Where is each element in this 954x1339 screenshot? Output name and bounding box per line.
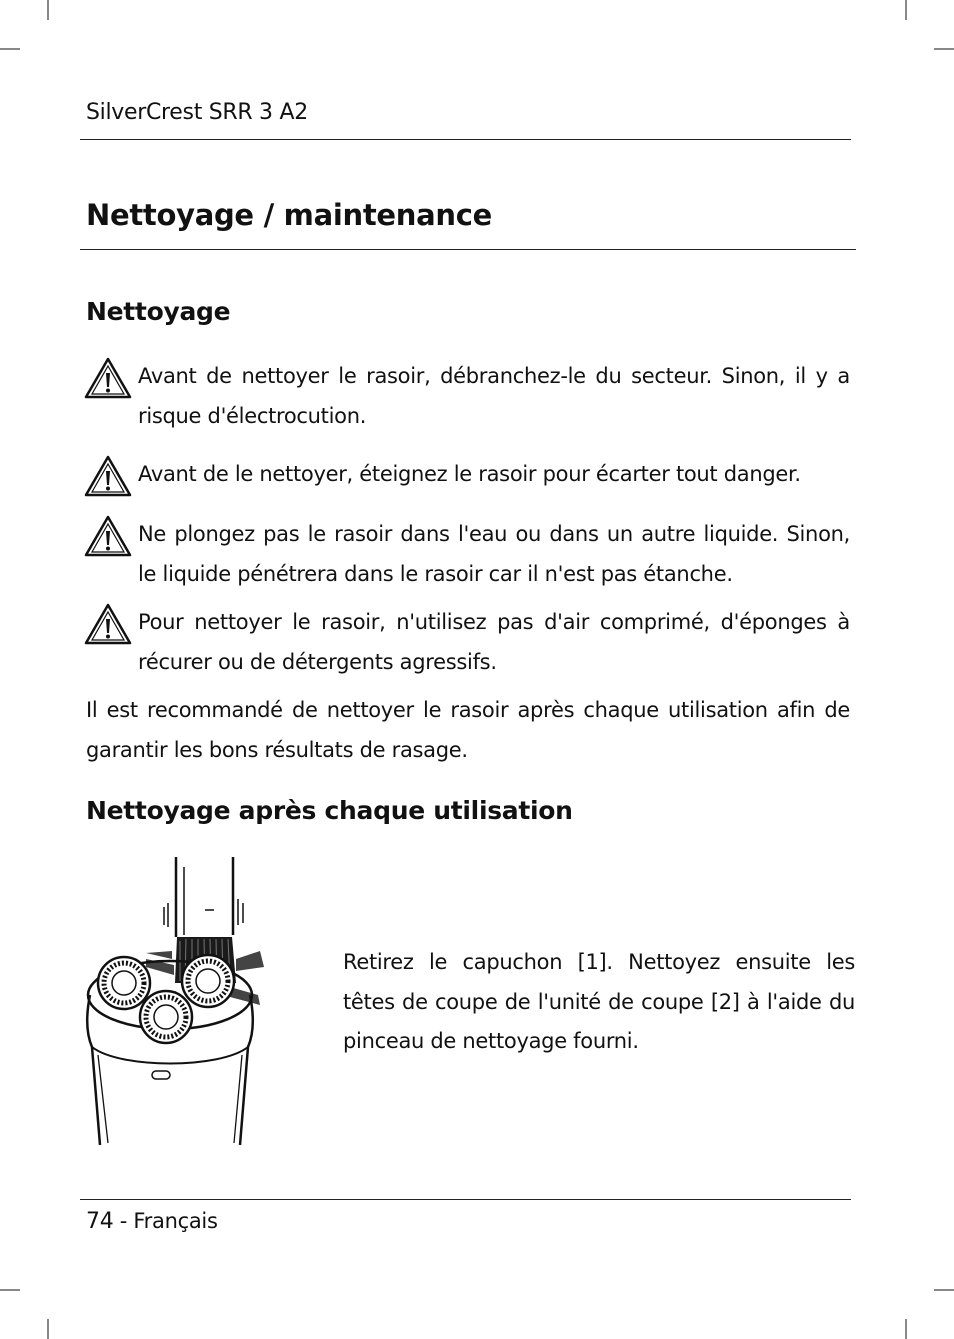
footer-rule xyxy=(80,1199,851,1200)
warning-triangle-icon xyxy=(84,455,132,497)
crop-mark xyxy=(934,48,954,50)
header-rule xyxy=(80,139,851,140)
crop-mark xyxy=(0,48,20,50)
shaver-cleaning-illustration xyxy=(80,855,270,1147)
warning-block xyxy=(84,515,850,594)
crop-mark xyxy=(934,1289,954,1291)
footer-language: - Français xyxy=(113,1209,218,1233)
section-rule xyxy=(80,249,856,250)
page-footer xyxy=(86,1209,218,1234)
warning-text: Avant de le nettoyer, éteignez le rasoir pour écarter tout danger. xyxy=(138,462,801,486)
warning-triangle-icon xyxy=(84,515,132,557)
subsection-title-cleaning: Nettoyage xyxy=(86,297,231,326)
warning-text: Avant de nettoyer le rasoir, débranchez-le du secteur. Sinon, il y a risque d'électrocution. xyxy=(138,364,850,428)
warning-text: Ne plongez pas le rasoir dans l'eau ou dans un autre liquide. Sinon, le liquide pénétrera dans le rasoir car il n'est pas étanche. xyxy=(138,522,850,586)
running-header: SilverCrest SRR 3 A2 xyxy=(86,100,308,125)
crop-mark xyxy=(0,1289,20,1291)
warning-text: Pour nettoyer le rasoir, n'utilisez pas d'air comprimé, d'éponges à récurer ou de détergents agressifs. xyxy=(138,610,850,674)
section-title: Nettoyage / maintenance xyxy=(86,198,492,232)
warning-block xyxy=(84,357,850,436)
warning-block xyxy=(84,603,850,682)
crop-mark xyxy=(47,0,49,20)
recommendation-paragraph: Il est recommandé de nettoyer le rasoir après chaque utilisation afin de garantir les bons résultats de rasage. xyxy=(86,698,850,762)
crop-mark xyxy=(905,0,907,20)
instruction-paragraph: Retirez le capuchon [1]. Nettoyez ensuite les têtes de coupe de l'unité de coupe [2] à l'aide du pinceau de nettoyage fourni. xyxy=(343,950,855,1053)
crop-mark xyxy=(47,1319,49,1339)
warning-triangle-icon xyxy=(84,357,132,399)
page-number: 74 xyxy=(86,1209,114,1234)
warning-block xyxy=(84,455,850,495)
crop-mark xyxy=(905,1319,907,1339)
warning-triangle-icon xyxy=(84,603,132,645)
subsection-title-after-use: Nettoyage après chaque utilisation xyxy=(86,796,573,825)
